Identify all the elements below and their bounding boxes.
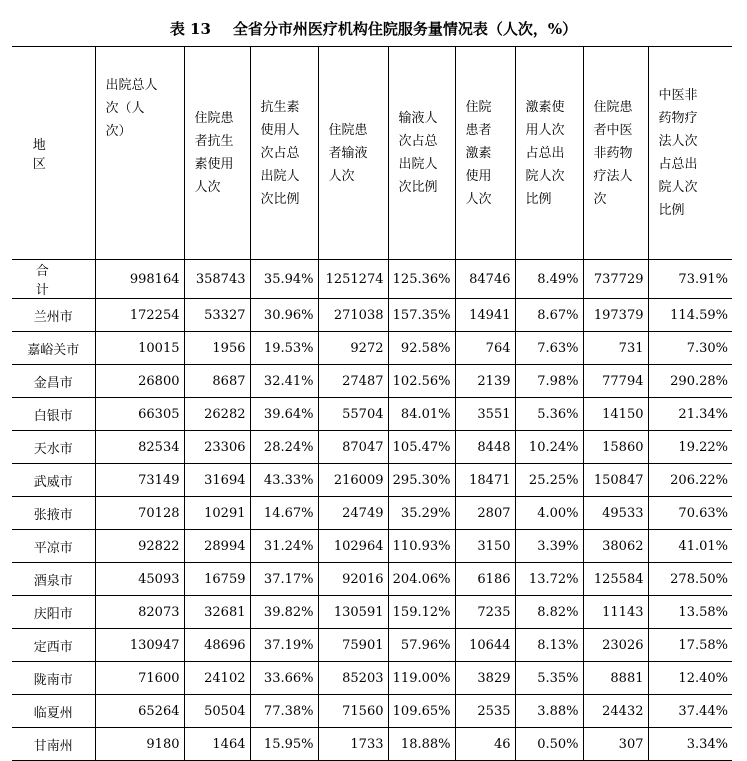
cell-region: 张掖市	[12, 497, 95, 530]
cell-tcm-count: 11143	[583, 596, 648, 629]
header-hormone-count: 住院 患者 激素 使用 人次	[455, 47, 515, 260]
cell-total-discharges: 71600	[95, 662, 184, 695]
cell-total-discharges: 82073	[95, 596, 184, 629]
cell-total-discharges: 92822	[95, 530, 184, 563]
cell-hormone-count: 7235	[455, 596, 515, 629]
cell-hormone-ratio: 10.24%	[515, 431, 583, 464]
cell-tcm-count: 14150	[583, 398, 648, 431]
header-infusion-ratio: 输液人 次占总 出院人 次比例	[388, 47, 455, 260]
cell-total-discharges: 65264	[95, 695, 184, 728]
header-region: 地 区	[12, 47, 95, 260]
cell-antibiotic-ratio: 14.67%	[250, 497, 318, 530]
cell-tcm-count: 197379	[583, 299, 648, 332]
cell-hormone-ratio: 5.36%	[515, 398, 583, 431]
cell-tcm-count: 150847	[583, 464, 648, 497]
cell-tcm-ratio: 41.01%	[648, 530, 732, 563]
cell-antibiotic-count: 28994	[184, 530, 250, 563]
table-row	[12, 299, 732, 332]
table-row	[12, 332, 732, 365]
cell-tcm-count: 23026	[583, 629, 648, 662]
cell-hormone-count: 2535	[455, 695, 515, 728]
cell-total-discharges: 66305	[95, 398, 184, 431]
cell-hormone-count: 10644	[455, 629, 515, 662]
cell-total-discharges: 82534	[95, 431, 184, 464]
cell-total-discharges: 70128	[95, 497, 184, 530]
cell-antibiotic-count: 48696	[184, 629, 250, 662]
cell-tcm-count: 24432	[583, 695, 648, 728]
cell-hormone-count: 3150	[455, 530, 515, 563]
cell-antibiotic-count: 31694	[184, 464, 250, 497]
cell-hormone-ratio: 13.72%	[515, 563, 583, 596]
cell-total-discharges: 45093	[95, 563, 184, 596]
cell-region: 合 计	[12, 260, 95, 299]
cell-infusion-ratio: 35.29%	[388, 497, 455, 530]
cell-region: 平凉市	[12, 530, 95, 563]
cell-antibiotic-ratio: 28.24%	[250, 431, 318, 464]
cell-antibiotic-ratio: 77.38%	[250, 695, 318, 728]
cell-hormone-count: 84746	[455, 260, 515, 299]
cell-tcm-count: 15860	[583, 431, 648, 464]
cell-region: 临夏州	[12, 695, 95, 728]
cell-total-discharges: 130947	[95, 629, 184, 662]
cell-hormone-ratio: 8.13%	[515, 629, 583, 662]
table-row	[12, 365, 732, 398]
cell-tcm-ratio: 70.63%	[648, 497, 732, 530]
cell-hormone-ratio: 8.67%	[515, 299, 583, 332]
table-row	[12, 497, 732, 530]
cell-hormone-count: 3551	[455, 398, 515, 431]
cell-antibiotic-count: 8687	[184, 365, 250, 398]
cell-infusion-ratio: 105.47%	[388, 431, 455, 464]
table-number: 表 13	[169, 20, 211, 38]
cell-hormone-count: 8448	[455, 431, 515, 464]
cell-antibiotic-ratio: 30.96%	[250, 299, 318, 332]
cell-tcm-ratio: 19.22%	[648, 431, 732, 464]
cell-infusion-count: 24749	[318, 497, 388, 530]
cell-tcm-ratio: 13.58%	[648, 596, 732, 629]
cell-infusion-count: 75901	[318, 629, 388, 662]
cell-hormone-count: 3829	[455, 662, 515, 695]
table-caption: 全省分市州医疗机构住院服务量情况表（人次，%）	[232, 20, 578, 38]
table-row	[12, 563, 732, 596]
cell-total-discharges: 172254	[95, 299, 184, 332]
cell-infusion-count: 102964	[318, 530, 388, 563]
table-row	[12, 728, 732, 761]
cell-infusion-count: 1251274	[318, 260, 388, 299]
cell-antibiotic-count: 23306	[184, 431, 250, 464]
cell-tcm-ratio: 73.91%	[648, 260, 732, 299]
header-tcm-count: 住院患 者中医 非药物 疗法人 次	[583, 47, 648, 260]
cell-antibiotic-count: 50504	[184, 695, 250, 728]
inpatient-service-table	[12, 46, 732, 761]
cell-tcm-count: 125584	[583, 563, 648, 596]
header-infusion-count: 住院患 者输液 人次	[318, 47, 388, 260]
cell-tcm-count: 49533	[583, 497, 648, 530]
cell-infusion-count: 27487	[318, 365, 388, 398]
cell-hormone-count: 2139	[455, 365, 515, 398]
table-row	[12, 530, 732, 563]
cell-infusion-count: 130591	[318, 596, 388, 629]
cell-hormone-count: 764	[455, 332, 515, 365]
cell-infusion-ratio: 159.12%	[388, 596, 455, 629]
header-row	[12, 47, 732, 260]
cell-infusion-ratio: 109.65%	[388, 695, 455, 728]
cell-antibiotic-ratio: 35.94%	[250, 260, 318, 299]
cell-region: 天水市	[12, 431, 95, 464]
cell-antibiotic-ratio: 39.64%	[250, 398, 318, 431]
cell-antibiotic-ratio: 33.66%	[250, 662, 318, 695]
cell-infusion-ratio: 102.56%	[388, 365, 455, 398]
cell-region: 酒泉市	[12, 563, 95, 596]
header-hormone-ratio: 激素使 用人次 占总出 院人次 比例	[515, 47, 583, 260]
cell-antibiotic-count: 1464	[184, 728, 250, 761]
table-title	[0, 18, 747, 39]
table-row	[12, 596, 732, 629]
cell-total-discharges: 998164	[95, 260, 184, 299]
header-antibiotic-count: 住院患 者抗生 素使用 人次	[184, 47, 250, 260]
cell-antibiotic-count: 26282	[184, 398, 250, 431]
cell-antibiotic-count: 16759	[184, 563, 250, 596]
cell-region: 定西市	[12, 629, 95, 662]
table-row	[12, 662, 732, 695]
cell-infusion-ratio: 157.35%	[388, 299, 455, 332]
cell-region: 白银市	[12, 398, 95, 431]
cell-hormone-count: 46	[455, 728, 515, 761]
table-row	[12, 695, 732, 728]
cell-antibiotic-count: 32681	[184, 596, 250, 629]
cell-tcm-ratio: 17.58%	[648, 629, 732, 662]
cell-infusion-count: 271038	[318, 299, 388, 332]
cell-tcm-ratio: 290.28%	[648, 365, 732, 398]
cell-infusion-count: 216009	[318, 464, 388, 497]
cell-antibiotic-ratio: 43.33%	[250, 464, 318, 497]
cell-infusion-count: 55704	[318, 398, 388, 431]
cell-infusion-count: 85203	[318, 662, 388, 695]
cell-infusion-ratio: 204.06%	[388, 563, 455, 596]
cell-tcm-ratio: 7.30%	[648, 332, 732, 365]
table-row-total	[12, 260, 732, 299]
cell-region: 嘉峪关市	[12, 332, 95, 365]
cell-antibiotic-ratio: 32.41%	[250, 365, 318, 398]
cell-infusion-ratio: 92.58%	[388, 332, 455, 365]
cell-infusion-ratio: 18.88%	[388, 728, 455, 761]
cell-total-discharges: 73149	[95, 464, 184, 497]
cell-tcm-count: 731	[583, 332, 648, 365]
cell-tcm-ratio: 12.40%	[648, 662, 732, 695]
cell-tcm-count: 38062	[583, 530, 648, 563]
cell-hormone-ratio: 3.39%	[515, 530, 583, 563]
cell-region: 金昌市	[12, 365, 95, 398]
cell-hormone-ratio: 0.50%	[515, 728, 583, 761]
cell-tcm-count: 8881	[583, 662, 648, 695]
cell-infusion-count: 87047	[318, 431, 388, 464]
cell-tcm-count: 737729	[583, 260, 648, 299]
cell-region: 武威市	[12, 464, 95, 497]
cell-infusion-ratio: 57.96%	[388, 629, 455, 662]
cell-tcm-ratio: 206.22%	[648, 464, 732, 497]
cell-hormone-count: 18471	[455, 464, 515, 497]
cell-antibiotic-count: 24102	[184, 662, 250, 695]
cell-infusion-ratio: 119.00%	[388, 662, 455, 695]
table-row	[12, 431, 732, 464]
cell-total-discharges: 10015	[95, 332, 184, 365]
cell-antibiotic-ratio: 37.19%	[250, 629, 318, 662]
cell-hormone-ratio: 25.25%	[515, 464, 583, 497]
cell-region: 陇南市	[12, 662, 95, 695]
cell-infusion-count: 71560	[318, 695, 388, 728]
cell-infusion-ratio: 110.93%	[388, 530, 455, 563]
cell-region: 庆阳市	[12, 596, 95, 629]
cell-region: 兰州市	[12, 299, 95, 332]
cell-tcm-ratio: 21.34%	[648, 398, 732, 431]
cell-infusion-ratio: 84.01%	[388, 398, 455, 431]
cell-tcm-ratio: 3.34%	[648, 728, 732, 761]
cell-antibiotic-count: 1956	[184, 332, 250, 365]
cell-infusion-ratio: 125.36%	[388, 260, 455, 299]
table-row	[12, 464, 732, 497]
cell-total-discharges: 26800	[95, 365, 184, 398]
cell-hormone-count: 6186	[455, 563, 515, 596]
header-antibiotic-ratio: 抗生素 使用人 次占总 出院人 次比例	[250, 47, 318, 260]
cell-hormone-ratio: 8.49%	[515, 260, 583, 299]
cell-hormone-ratio: 7.63%	[515, 332, 583, 365]
cell-tcm-ratio: 37.44%	[648, 695, 732, 728]
cell-hormone-ratio: 7.98%	[515, 365, 583, 398]
cell-hormone-count: 14941	[455, 299, 515, 332]
cell-antibiotic-count: 358743	[184, 260, 250, 299]
cell-antibiotic-ratio: 39.82%	[250, 596, 318, 629]
cell-antibiotic-count: 10291	[184, 497, 250, 530]
cell-tcm-count: 77794	[583, 365, 648, 398]
cell-hormone-ratio: 3.88%	[515, 695, 583, 728]
cell-hormone-ratio: 5.35%	[515, 662, 583, 695]
cell-hormone-ratio: 4.00%	[515, 497, 583, 530]
header-total-discharges: 出院总人 次（人 次）	[95, 47, 184, 260]
table-row	[12, 398, 732, 431]
cell-antibiotic-ratio: 31.24%	[250, 530, 318, 563]
table-row	[12, 629, 732, 662]
cell-total-discharges: 9180	[95, 728, 184, 761]
cell-tcm-ratio: 114.59%	[648, 299, 732, 332]
cell-hormone-count: 2807	[455, 497, 515, 530]
cell-infusion-count: 9272	[318, 332, 388, 365]
cell-antibiotic-count: 53327	[184, 299, 250, 332]
cell-infusion-ratio: 295.30%	[388, 464, 455, 497]
cell-antibiotic-ratio: 37.17%	[250, 563, 318, 596]
cell-region: 甘南州	[12, 728, 95, 761]
cell-antibiotic-ratio: 15.95%	[250, 728, 318, 761]
cell-antibiotic-ratio: 19.53%	[250, 332, 318, 365]
header-tcm-ratio: 中医非 药物疗 法人次 占总出 院人次 比例	[648, 47, 732, 260]
cell-tcm-count: 307	[583, 728, 648, 761]
cell-infusion-count: 1733	[318, 728, 388, 761]
cell-infusion-count: 92016	[318, 563, 388, 596]
cell-hormone-ratio: 8.82%	[515, 596, 583, 629]
cell-tcm-ratio: 278.50%	[648, 563, 732, 596]
